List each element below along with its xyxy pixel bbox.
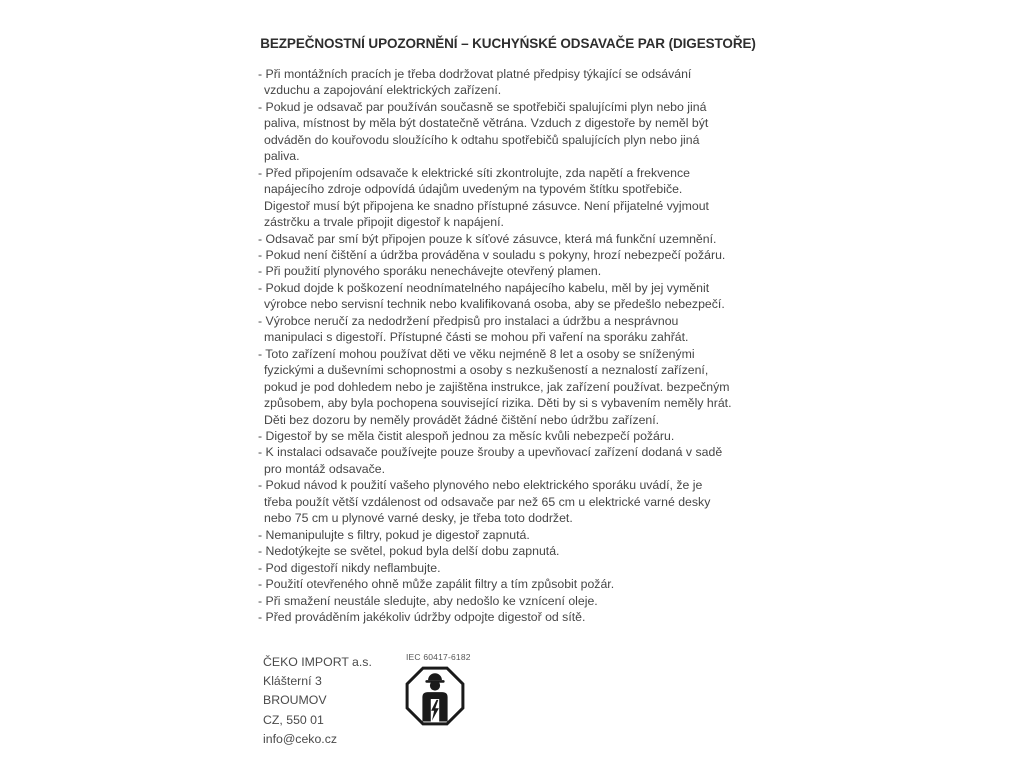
company-address-line: ČEKO IMPORT a.s. — [263, 655, 372, 669]
iec-symbol-block — [404, 652, 474, 726]
person-head — [430, 680, 440, 690]
warning-item-line: - Nemanipulujte s filtry, pokud je digestoř zapnutá. — [258, 527, 530, 542]
warning-item-continuation-line: paliva, místnost by měla být dostatečně větrána. Vzduch z digestoře by neměl být — [264, 116, 709, 131]
warning-item-continuation-line: pro montáž odsavače. — [264, 461, 385, 476]
warning-item-continuation-line: výrobce nebo servisní technik nebo kvalifikovaná osoba, aby se předešlo nebezpečí. — [264, 297, 725, 312]
professional-installer-icon — [405, 666, 465, 726]
warning-item-line: - Při smažení neustále sledujte, aby nedošlo ke vznícení oleje. — [258, 593, 598, 608]
warning-item-continuation-line: fyzickými a duševními schopnostmi a osoby s nezkušeností a neznalostí zařízení, — [264, 363, 709, 378]
warning-item-continuation-line: nebo 75 cm u plynové varné desky, je třeba toto dodržet. — [264, 511, 573, 526]
iec-symbol-label: IEC 60417-6182 — [406, 652, 471, 662]
warning-item-line: - Nedotýkejte se světel, pokud byla delší dobu zapnutá. — [258, 544, 560, 559]
warning-item-continuation-line: manipulaci s digestoří. Přístupné části se mohou při vaření na sporáku zahřát. — [264, 330, 689, 345]
warning-item-continuation-line: napájecího zdroje odpovídá údajům uvedeným na typovém štítku spotřebiče. — [264, 182, 683, 197]
warning-item-continuation-line: odváděn do kouřovodu sloužícího k odtahu spotřebičů spalujících plyn nebo jiná — [264, 132, 700, 147]
company-address-line: BROUMOV — [263, 693, 327, 708]
warning-item-continuation-line: zástrčku a trvale připojit digestoř k napájení. — [264, 215, 504, 230]
warning-item-continuation-line: způsobem, aby byla pochopena související rizika. Děti by si s vybavením neměly hrát. — [264, 396, 732, 411]
warning-item-line: - Toto zařízení mohou používat děti ve věku nejméně 8 let a osoby se sníženými — [258, 346, 695, 361]
warning-list — [258, 66, 732, 625]
warning-item-line: - Použití otevřeného ohně může zapálit filtry a tím způsobit požár. — [258, 577, 615, 592]
warning-item-line: - Před prováděním jakékoliv údržby odpojte digestoř od sítě. — [258, 609, 586, 624]
warning-item-continuation-line: paliva. — [264, 149, 300, 164]
warning-item-line: - Pokud je odsavač par používán současně se spotřebiči spalujícími plyn nebo jiná — [258, 99, 707, 114]
warning-item-line: - Při použití plynového sporáku nenechávejte otevřený plamen. — [258, 264, 602, 279]
warning-item-line: - Při montážních pracích je třeba dodržovat platné předpisy týkající se odsávání — [258, 67, 692, 81]
warning-item-line: - Odsavač par smí být připojen pouze k síťové zásuvce, která má funkční uzemnění. — [258, 231, 717, 246]
warning-item-line: - Pod digestoří nikdy neflambujte. — [258, 560, 441, 575]
page-title: BEZPEČNOSTNÍ UPOZORNĚNÍ – KUCHYŃSKÉ ODSAVAČE PAR (DIGESTOŘE) — [260, 36, 756, 51]
company-address-line: Klášterní 3 — [263, 674, 322, 689]
company-address-line: CZ, 550 01 — [263, 712, 324, 727]
warning-item-continuation-line: třeba použít větší vzdálenost od odsavače par než 65 cm u elektrické varné desky — [264, 494, 711, 509]
warning-item-continuation-line: Děti bez dozoru by neměly provádět žádné čištění nebo údržbu zařízení. — [264, 412, 660, 427]
warning-item-line: - Pokud návod k použití vašeho plynového nebo elektrického sporáku uvádí, že je — [258, 478, 703, 493]
warning-item-line: - Pokud dojde k poškození neodnímatelného napájecího kabelu, měl by jej vyměnit — [258, 280, 710, 295]
warning-item-line: - Před připojením odsavače k elektrické síti zkontrolujte, zda napětí a frekvence — [258, 165, 690, 180]
warning-item-line: - Pokud není čištění a údržba prováděna v souladu s pokyny, hrozí nebezpečí požáru. — [258, 247, 726, 262]
warning-item-continuation-line: vzduchu a zapojování elektrických zařízení. — [264, 83, 502, 98]
company-address-line: info@ceko.cz — [263, 731, 337, 746]
warning-item-continuation-line: pokud je pod dohledem nebo je zajištěna instrukce, jak zařízení používat. bezpečným — [264, 379, 730, 394]
warning-item-line: - Digestoř by se měla čistit alespoň jednou za měsíc kvůli nebezpečí požáru. — [258, 428, 675, 443]
company-address-block — [263, 653, 372, 749]
warning-item-line: - Výrobce neručí za nedodržení předpisů pro instalaci a údržbu a nesprávnou — [258, 313, 679, 328]
warning-item-continuation-line: Digestoř musí být připojena ke snadno přístupné zásuvce. Není přijatelné vyjmout — [264, 198, 709, 213]
warning-item-line: - K instalaci odsavače používejte pouze šrouby a upevňovací zařízení dodaná v sadě — [258, 445, 723, 460]
